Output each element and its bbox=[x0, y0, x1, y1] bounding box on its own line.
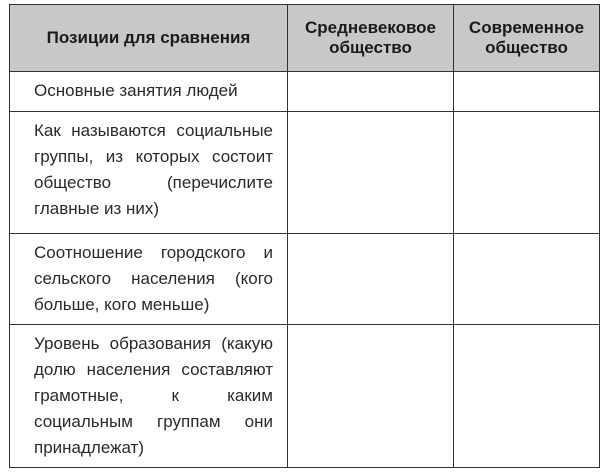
criterion-urban-rural: Соотношение городского и сельского населения (кого больше, кого меньше) bbox=[10, 234, 288, 325]
table-row bbox=[10, 234, 600, 325]
medieval-urban-rural-cell[interactable] bbox=[288, 234, 454, 325]
criterion-social-groups: Как называются социальные группы, из которых состоит общество (перечислите главные из них) bbox=[10, 112, 288, 234]
comparison-table bbox=[9, 4, 600, 468]
header-modern: Современное общество bbox=[454, 5, 600, 72]
modern-education-cell[interactable] bbox=[454, 325, 600, 468]
modern-occupations-cell[interactable] bbox=[454, 72, 600, 112]
header-row bbox=[10, 5, 600, 72]
criterion-occupations: Основные занятия людей bbox=[10, 72, 288, 112]
medieval-occupations-cell[interactable] bbox=[288, 72, 454, 112]
table-row bbox=[10, 325, 600, 468]
header-medieval: Средневековое общество bbox=[288, 5, 454, 72]
header-criteria: Позиции для сравнения bbox=[10, 5, 288, 72]
comparison-table-frame bbox=[9, 4, 599, 466]
table-row bbox=[10, 72, 600, 112]
medieval-social-groups-cell[interactable] bbox=[288, 112, 454, 234]
table-row bbox=[10, 112, 600, 234]
modern-urban-rural-cell[interactable] bbox=[454, 234, 600, 325]
medieval-education-cell[interactable] bbox=[288, 325, 454, 468]
criterion-education: Уровень образования (какую долю населения составляют грамотные, к каким социальным группам они принадлежат) bbox=[10, 325, 288, 468]
modern-social-groups-cell[interactable] bbox=[454, 112, 600, 234]
